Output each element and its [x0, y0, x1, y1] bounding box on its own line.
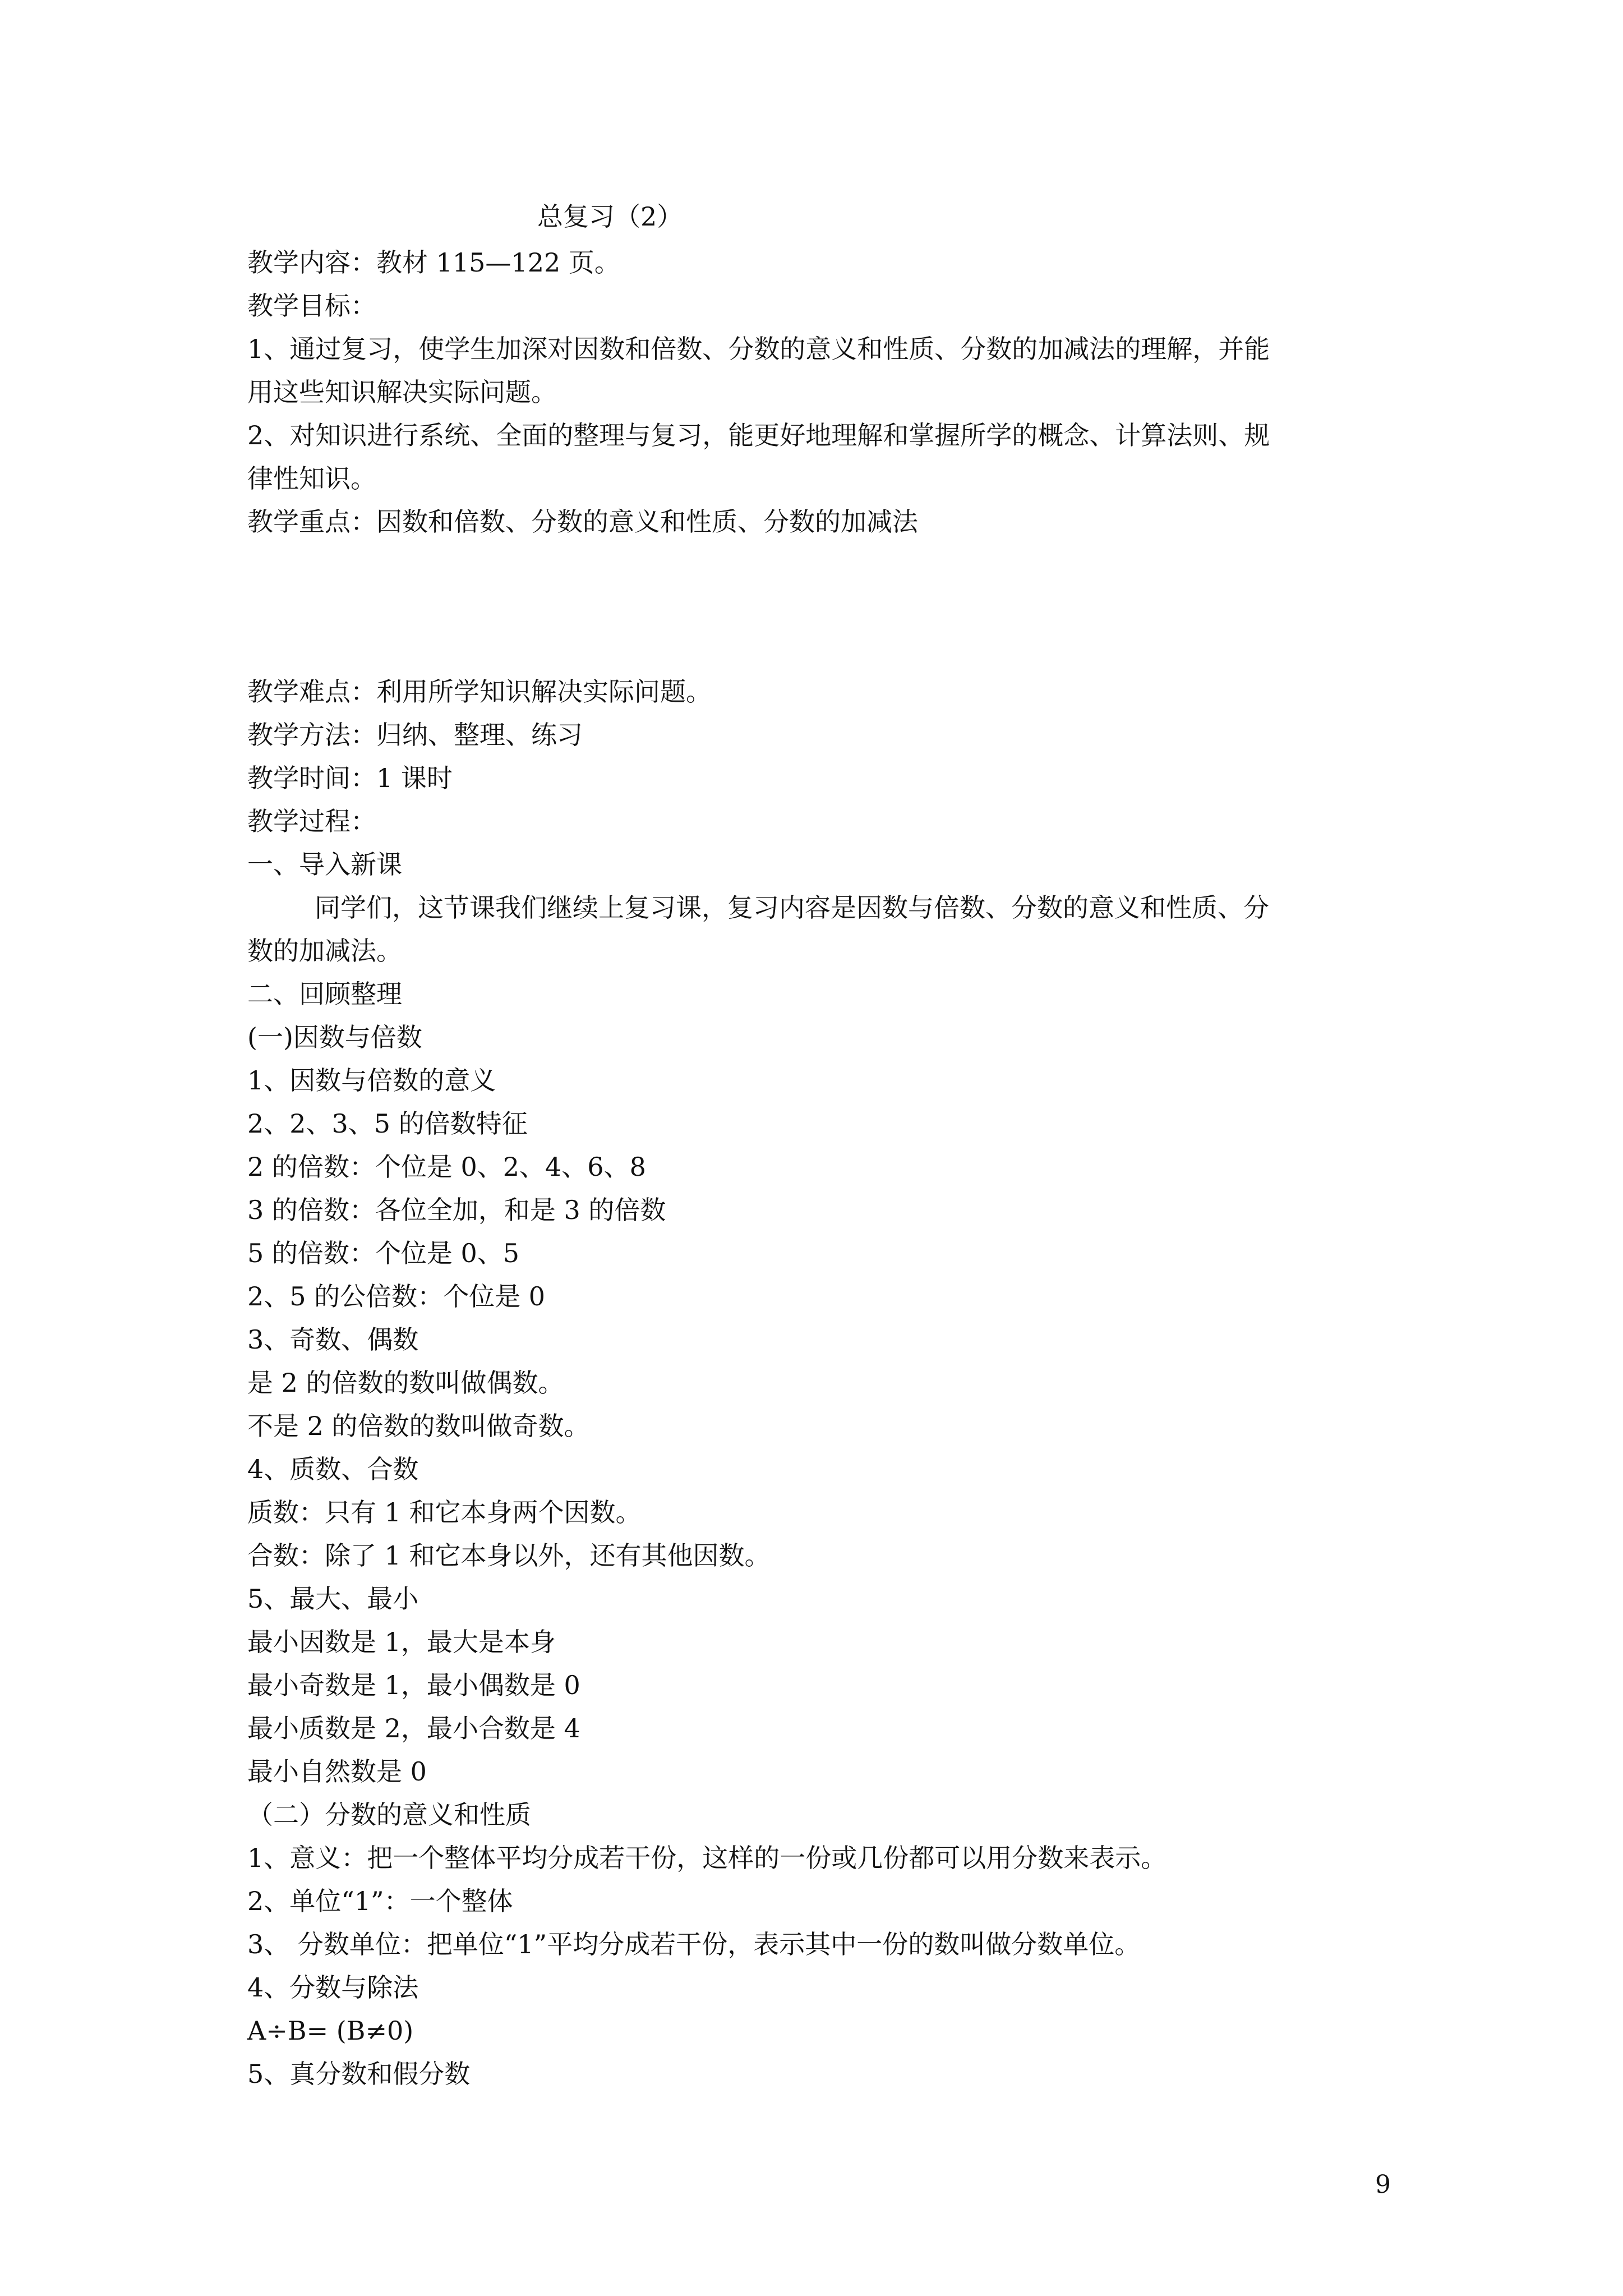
goal-2-line-1: 2、对知识进行系统、全面的整理与复习，能更好地理解和掌握所学的概念、计算法则、规: [247, 420, 1270, 450]
list-item: 2、2、3、5 的倍数特征: [247, 1108, 528, 1139]
list-item: 是 2 的倍数的数叫做偶数。: [247, 1368, 564, 1398]
list-item: 2 的倍数：个位是 0、2、4、6、8: [247, 1152, 646, 1182]
teaching-process-heading: 教学过程：: [247, 806, 376, 836]
list-item: 2、单位“1”：一个整体: [247, 1886, 513, 1916]
lesson-body-section: [247, 670, 1391, 2096]
page-title: 总复习（2）: [537, 201, 683, 232]
list-item: 2、5 的公倍数：个位是 0: [247, 1281, 546, 1312]
introduction-paragraph-line-1: 同学们，这节课我们继续上复习课，复习内容是因数与倍数、分数的意义和性质、分: [315, 892, 1269, 923]
list-item: 5 的倍数：个位是 0、5: [247, 1238, 520, 1268]
page-number: 9: [1375, 2170, 1391, 2199]
list-item: 1、因数与倍数的意义: [247, 1065, 496, 1096]
teaching-goals-heading: 教学目标：: [247, 291, 376, 321]
list-item: 5、最大、最小: [247, 1584, 419, 1614]
list-item: 最小因数是 1，最大是本身: [247, 1627, 556, 1657]
formula-line: A÷B= (B≠0): [247, 2016, 414, 2046]
goal-1-line-2: 用这些知识解决实际问题。: [247, 377, 557, 407]
list-item: 合数：除了 1 和它本身以外，还有其他因数。: [247, 1540, 771, 1571]
lesson-header-section: [247, 241, 1391, 544]
list-item: 最小质数是 2，最小合数是 4: [247, 1713, 580, 1743]
list-item: 3、奇数、偶数: [247, 1324, 419, 1355]
list-item: 3、 分数单位：把单位“1”平均分成若干份，表示其中一份的数叫做分数单位。: [247, 1929, 1141, 1959]
list-item: 5、真分数和假分数: [247, 2059, 471, 2089]
subsection-factors-heading: (一)因数与倍数: [247, 1022, 422, 1052]
list-item: 4、质数、合数: [247, 1454, 419, 1484]
goal-2-line-2: 律性知识。: [247, 463, 376, 494]
goal-1-line-1: 1、通过复习，使学生加深对因数和倍数、分数的意义和性质、分数的加减法的理解，并能: [247, 334, 1270, 364]
list-item: 最小自然数是 0: [247, 1756, 427, 1787]
teaching-time-line: 教学时间：1 课时: [247, 763, 453, 793]
introduction-paragraph-line-2: 数的加减法。: [247, 936, 402, 966]
list-item: 1、意义：把一个整体平均分成若干份，这样的一份或几份都可以用分数来表示。: [247, 1843, 1167, 1873]
list-item: 4、分数与除法: [247, 1972, 419, 2003]
teaching-method-line: 教学方法：归纳、整理、练习: [247, 720, 583, 750]
list-item: 不是 2 的倍数的数叫做奇数。: [247, 1411, 590, 1441]
section-introduction-heading: 一、导入新课: [247, 849, 402, 880]
section-review-heading: 二、回顾整理: [247, 979, 402, 1009]
list-item: 质数：只有 1 和它本身两个因数。: [247, 1497, 642, 1527]
list-item: 最小奇数是 1，最小偶数是 0: [247, 1670, 580, 1700]
teaching-content-line: 教学内容：教材 115—122 页。: [247, 247, 620, 278]
list-item: 3 的倍数：各位全加，和是 3 的倍数: [247, 1195, 666, 1225]
subsection-fractions-heading: （二）分数的意义和性质: [247, 1800, 531, 1830]
teaching-focus-line: 教学重点：因数和倍数、分数的意义和性质、分数的加减法: [247, 507, 918, 537]
teaching-difficulty-line: 教学难点：利用所学知识解决实际问题。: [247, 677, 712, 707]
